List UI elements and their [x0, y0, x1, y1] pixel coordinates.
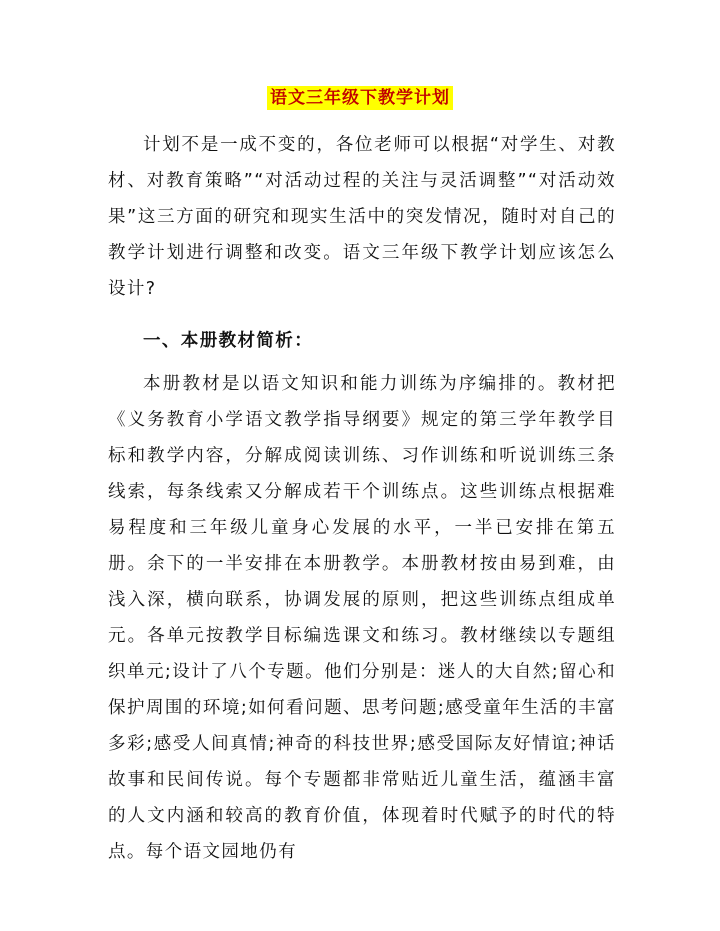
title-container	[0, 86, 720, 110]
intro-paragraph: 计划不是一成不变的，各位老师可以根据“对学生、对教材、对教育策略”“对活动过程的关注与灵活调整”“对活动效果”这三方面的研究和现实生活中的突发情况，随时对自己的教学计划进行调整和改变。语文三年级下教学计划应该怎么设计?	[108, 135, 616, 299]
document-title: 语文三年级下教学计划	[267, 86, 453, 110]
section-heading: 一、本册教材简析：	[143, 331, 314, 351]
section-body-paragraph: 本册教材是以语文知识和能力训练为序编排的。教材把《义务教育小学语文教学指导纲要》规定的第三学年教学目标和教学内容，分解成阅读训练、习作训练和听说训练三条线索，每条线索又分解成若干个训练点。这些训练点根据难易程度和三年级儿童身心发展的水平，一半已安排在第五册。余下的一半安排在本册教学。本册教材按由易到难，由浅入深，横向联系，协调发展的原则，把这些训练点组成单元。各单元按教学目标编选课文和练习。教材继续以专题组织单元;设计了八个专题。他们分别是：迷人的大自然;留心和保护周围的环境;如何看问题、思考问题;感受童年生活的丰富多彩;感受人间真情;神奇的科技世界;感受国际友好情谊;神话故事和民间传说。每个专题都非常贴近儿童生活，蕴涵丰富的人文内涵和较高的教育价值，体现着时代赋予的时代的特点。每个语文园地仍有	[108, 374, 616, 862]
